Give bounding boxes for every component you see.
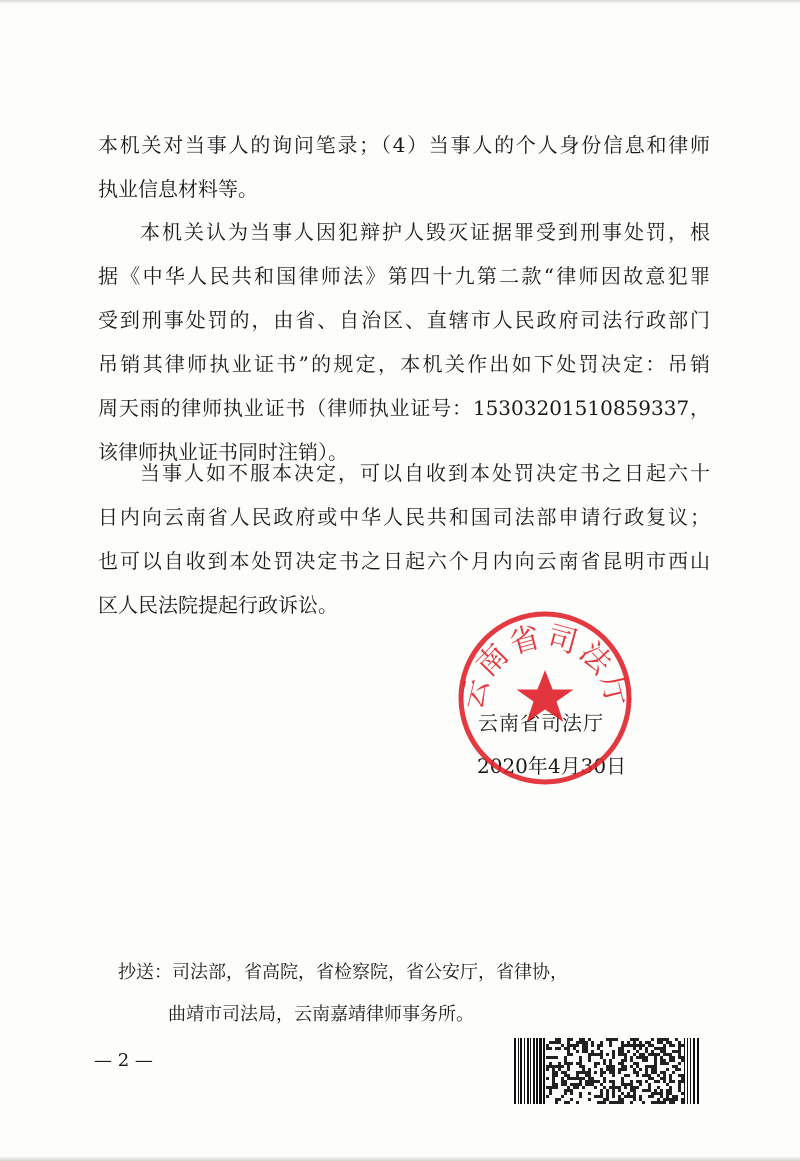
- paragraph-decision: [98, 210, 710, 474]
- text-line: 也可以自收到本处罚决定书之日起六个月内向云南省昆明市西山: [98, 549, 710, 573]
- paragraph-appeal-rights: [98, 451, 710, 627]
- text-line: 区人民法院提起行政诉讼。: [98, 593, 338, 617]
- text-line: 执业信息材料等。: [98, 177, 258, 201]
- seal-text: 云南省司法厅: [455, 619, 635, 713]
- issuing-authority: 云南省司法厅: [478, 711, 604, 735]
- cc-line-2: 曲靖市司法局，云南嘉靖律师事务所。: [168, 1004, 474, 1025]
- text-line: 周天雨的律师执业证书（律师执业证号：15303201510859337，: [98, 396, 710, 420]
- official-seal: [455, 608, 635, 788]
- text-line: 日内向云南省人民政府或中华人民共和国司法部申请行政复议；: [98, 505, 710, 529]
- issue-date: 2020年4月30日: [477, 754, 627, 778]
- barcode-graphic: [514, 1038, 700, 1104]
- text-line: 吊销其律师执业证书”的规定，本机关作出如下处罚决定：吊销: [98, 352, 710, 376]
- seal-graphic: [455, 608, 635, 788]
- scan-top-edge: [0, 0, 800, 4]
- page-number: — 2 —: [94, 1050, 153, 1071]
- cc-line-1: 抄送：司法部，省高院，省检察院，省公安厅，省律协，: [118, 962, 568, 983]
- paragraph-evidence: [98, 123, 710, 211]
- text-line: 本机关认为当事人因犯辩护人毁灭证据罪受到刑事处罚，根: [140, 220, 710, 244]
- text-line: 受到刑事处罚的，由省、自治区、直辖市人民政府司法行政部门: [98, 308, 710, 332]
- scan-bottom-edge: [0, 1156, 800, 1161]
- text-line: 据《中华人民共和国律师法》第四十九第二款“律师因故意犯罪: [98, 264, 710, 288]
- text-line: 当事人如不服本决定，可以自收到本处罚决定书之日起六十: [140, 461, 710, 485]
- barcode-image: [514, 1038, 700, 1104]
- text-line: 本机关对当事人的询问笔录；（4）当事人的个人身份信息和律师: [98, 133, 710, 157]
- text-line: 该律师执业证书同时注销）。: [98, 440, 348, 464]
